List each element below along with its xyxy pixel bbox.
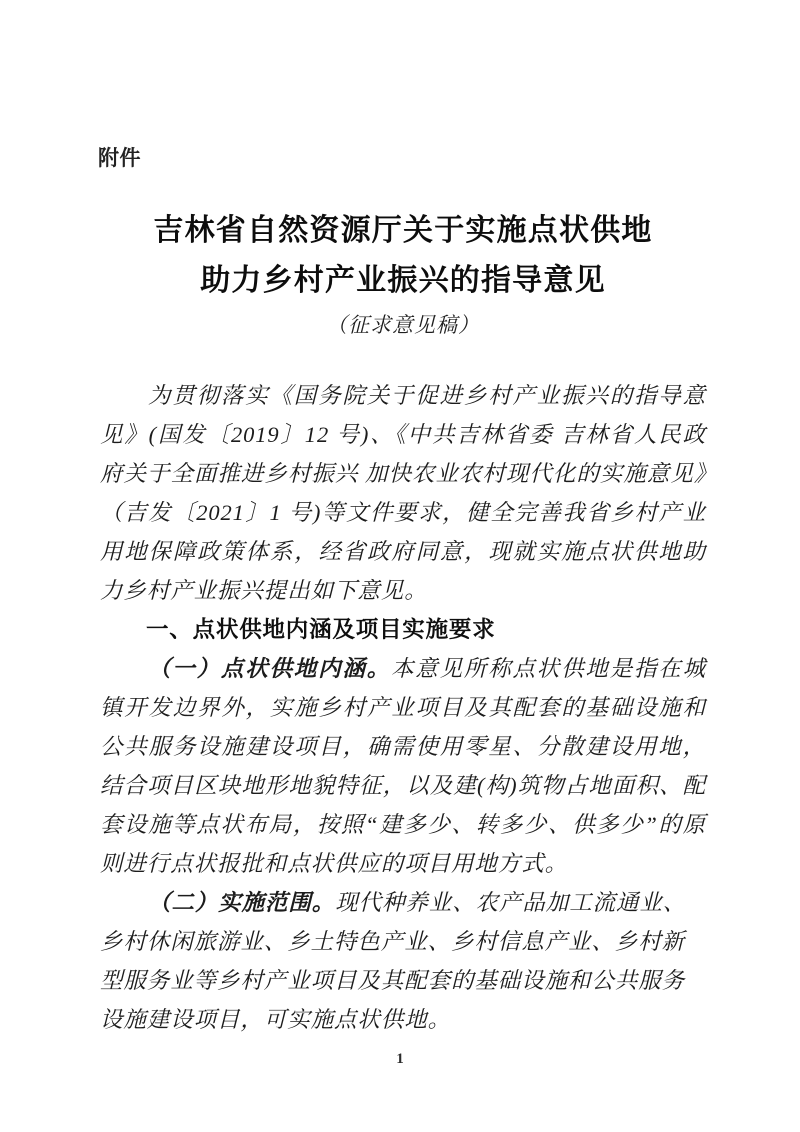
- item-paragraph-2: [100, 883, 706, 1039]
- section-heading-1: 一、点状供地内涵及项目实施要求: [146, 617, 496, 642]
- page-subtitle: （征求意见稿）: [326, 313, 480, 337]
- page-title-line-2: 助力乡村产业振兴的指导意见: [200, 264, 606, 297]
- page-title-line-1: 吉林省自然资源厅关于实施点状供地: [153, 214, 653, 247]
- item-1-lead: （一）点状供地内涵。: [148, 656, 391, 681]
- item-2-lead: （二）实施范围。: [148, 890, 336, 915]
- page-title: [100, 206, 706, 306]
- page-number: 1: [396, 1051, 404, 1067]
- item-2-text: 现代种养业、农产品加工流通业、乡村休闲旅游业、乡土特色产业、乡村信息产业、乡村新型服务业等乡村产业项目及其配套的基础设施和公共服务设施建设项目，可实施点状供地。: [100, 890, 687, 1032]
- document-body: [100, 376, 706, 1039]
- attachment-label: 附件: [98, 147, 141, 170]
- item-1-text: 本意见所称点状供地是指在城镇开发边界外，实施乡村产业项目及其配套的基础设施和公共服务设施建设项目，确需使用零星、分散建设用地，结合项目区块地形地貌特征，以及建(构)筑物占地面积、配套设施等点状布局，按照“建多少、转多少、供多少”的原则进行点状报批和点状供应的项目用地方式。: [100, 656, 706, 876]
- item-paragraph-1: [100, 649, 706, 883]
- preamble-paragraph: 为贯彻落实《国务院关于促进乡村产业振兴的指导意见》(国发〔2019〕12 号)、《中共吉林省委 吉林省人民政府关于全面推进乡村振兴 加快农业农村现代化的实施意见》（吉发〔2021〕1 号)等文件要求，健全完善我省乡村产业用地保障政策体系，经省政府同意，现就实施点状供地助力乡村产业振兴提出如下意见。: [100, 383, 706, 603]
